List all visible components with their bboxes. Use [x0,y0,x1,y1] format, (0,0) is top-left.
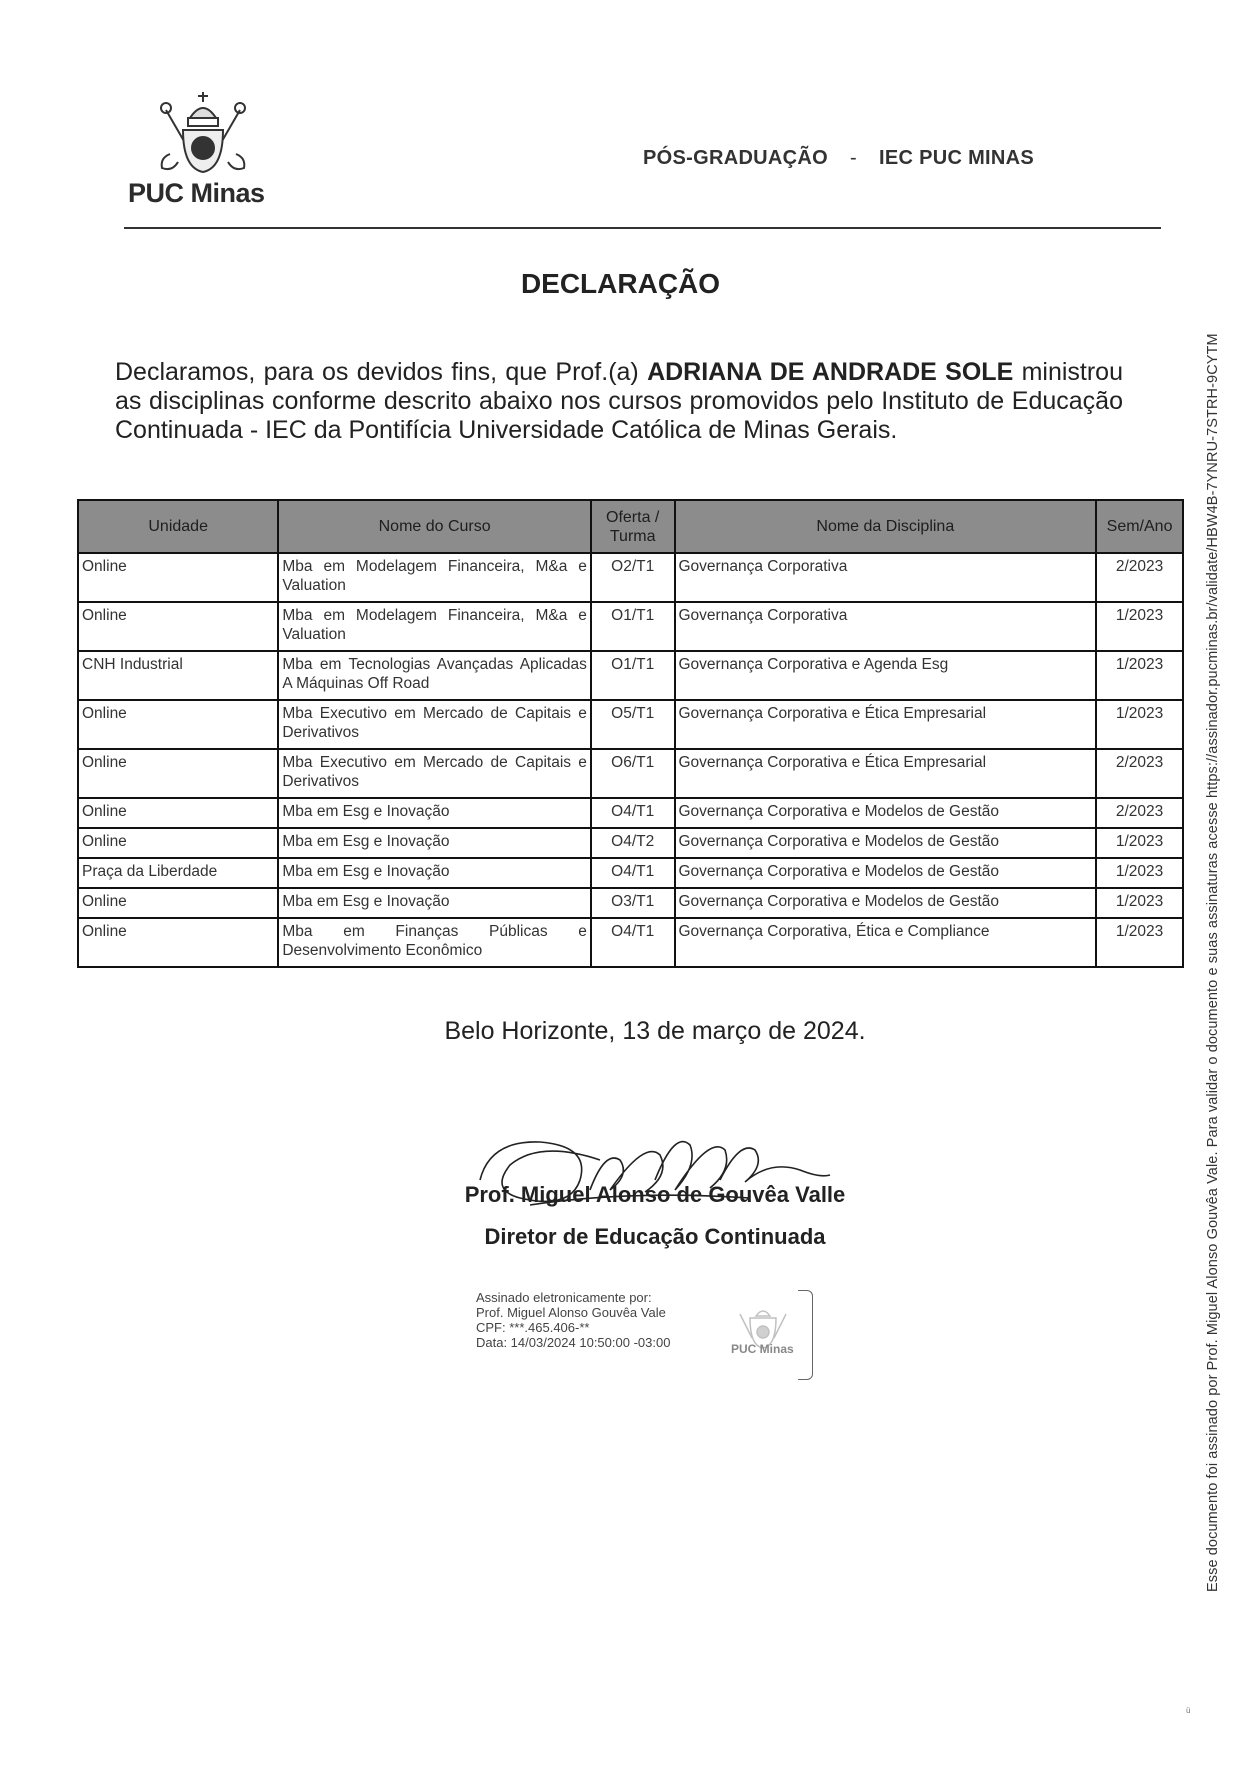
cell-sem: 1/2023 [1096,918,1183,967]
courses-table [77,499,1184,968]
declaration-paragraph [115,358,1123,445]
cell-disciplina: Governança Corporativa [675,553,1097,602]
cell-sem: 1/2023 [1096,858,1183,888]
intro-before: Declaramos, para os devidos fins, que Prof.(a) [115,358,648,386]
cell-sem: 2/2023 [1096,553,1183,602]
cell-unidade: Online [78,888,278,918]
cell-sem: 1/2023 [1096,700,1183,749]
cell-unidade: Online [78,700,278,749]
cell-unidade: Praça da Liberdade [78,858,278,888]
stamp-bracket [798,1290,813,1380]
table-row [78,700,1183,749]
handwritten-signature [470,1120,850,1230]
cell-disciplina: Governança Corporativa e Agenda Esg [675,651,1097,700]
cell-curso: Mba em Esg e Inovação [278,828,591,858]
stamp-line: CPF: ***.465.406-** [476,1320,590,1335]
cell-turma: O1/T1 [591,602,675,651]
cell-turma: O2/T1 [591,553,675,602]
cell-disciplina: Governança Corporativa e Modelos de Gestão [675,888,1097,918]
cell-curso: Mba em Esg e Inovação [278,798,591,828]
cell-sem: 2/2023 [1096,798,1183,828]
table-header-row [78,500,1183,553]
cell-curso: Mba em Modelagem Financeira, M&a e Valuation [278,553,591,602]
cell-sem: 1/2023 [1096,888,1183,918]
cell-sem: 2/2023 [1096,749,1183,798]
table-row [78,651,1183,700]
cell-unidade: Online [78,749,278,798]
logo-text: PUC Minas [128,178,265,208]
cell-unidade: Online [78,918,278,967]
col-header-unidade: Unidade [78,500,278,553]
cell-sem: 1/2023 [1096,651,1183,700]
table-row [78,553,1183,602]
cell-curso: Mba Executivo em Mercado de Capitais e Derivativos [278,700,591,749]
cell-curso: Mba em Modelagem Financeira, M&a e Valuation [278,602,591,651]
stamp-line: Prof. Miguel Alonso Gouvêa Vale [476,1305,666,1320]
cell-curso: Mba em Esg e Inovação [278,888,591,918]
col-header-turma: Oferta / Turma [591,500,675,553]
puc-minas-logo [128,88,278,213]
cell-turma: O4/T1 [591,858,675,888]
table-row [78,602,1183,651]
cell-disciplina: Governança Corporativa e Modelos de Gestão [675,798,1097,828]
cell-curso: Mba Executivo em Mercado de Capitais e Derivativos [278,749,591,798]
header-separator: - [850,147,857,169]
table-row [78,828,1183,858]
col-header-disciplina: Nome da Disciplina [675,500,1097,553]
table-row [78,918,1183,967]
table-row [78,798,1183,828]
cell-curso: Mba em Tecnologias Avançadas Aplicadas A Máquinas Off Road [278,651,591,700]
cell-turma: O4/T1 [591,798,675,828]
intro-after: ministrou as disciplinas conforme descrito abaixo nos cursos promovidos pelo Instituto de Educação Continuada - IEC da Pontifícia Universidade Católica de Minas Gerais. [115,358,1123,444]
table-row [78,888,1183,918]
cell-curso: Mba em Finanças Públicas e Desenvolvimento Econômico [278,918,591,967]
stamp-text [476,1290,670,1350]
table-row [78,749,1183,798]
col-header-curso: Nome do Curso [278,500,591,553]
stamp-line: Data: 14/03/2024 10:50:00 -03:00 [476,1335,671,1350]
stamp-line: Assinado eletronicamente por: [476,1290,652,1305]
cell-turma: O4/T2 [591,828,675,858]
header-divider [124,227,1161,229]
cell-disciplina: Governança Corporativa e Ética Empresarial [675,700,1097,749]
professor-name: ADRIANA DE ANDRADE SOLE [647,358,1014,386]
cell-sem: 1/2023 [1096,602,1183,651]
header-right-label: IEC PUC MINAS [878,147,1035,169]
cell-unidade: CNH Industrial [78,651,278,700]
cell-turma: O6/T1 [591,749,675,798]
signer-role: Diretor de Educação Continuada [484,1224,826,1249]
signer-name: Prof. Miguel Alonso de Gouvêa Valle [464,1182,846,1207]
cell-disciplina: Governança Corporativa [675,602,1097,651]
table-row [78,858,1183,888]
cell-unidade: Online [78,602,278,651]
corner-mark: ü [1186,1706,1191,1715]
header-department [643,147,1034,170]
cell-sem: 1/2023 [1096,828,1183,858]
stamp-logo-text: PUC Minas [731,1342,794,1356]
col-header-sem: Sem/Ano [1096,500,1183,553]
cell-turma: O5/T1 [591,700,675,749]
cell-disciplina: Governança Corporativa e Modelos de Gestão [675,828,1097,858]
cell-turma: O3/T1 [591,888,675,918]
cell-disciplina: Governança Corporativa, Ética e Compliance [675,918,1097,967]
coat-of-arms-icon [148,88,258,178]
cell-unidade: Online [78,798,278,828]
cell-unidade: Online [78,828,278,858]
cell-disciplina: Governança Corporativa e Modelos de Gestão [675,858,1097,888]
electronic-signature-stamp [476,1290,816,1380]
cell-turma: O1/T1 [591,651,675,700]
validation-note: Esse documento foi assinado por Prof. Miguel Alonso Gouvêa Vale. Para validar o documento e suas assinaturas acesse https://assinador.pucminas.br/validate/HBW4B-7YNRU-7STRH-9CYTM [1205,333,1221,1592]
cell-turma: O4/T1 [591,918,675,967]
document-title: DECLARAÇÃO [520,268,721,299]
cell-curso: Mba em Esg e Inovação [278,858,591,888]
cell-unidade: Online [78,553,278,602]
place-and-date: Belo Horizonte, 13 de março de 2024. [444,1017,866,1045]
cell-disciplina: Governança Corporativa e Ética Empresarial [675,749,1097,798]
header-left-label: PÓS-GRADUAÇÃO [643,147,829,169]
